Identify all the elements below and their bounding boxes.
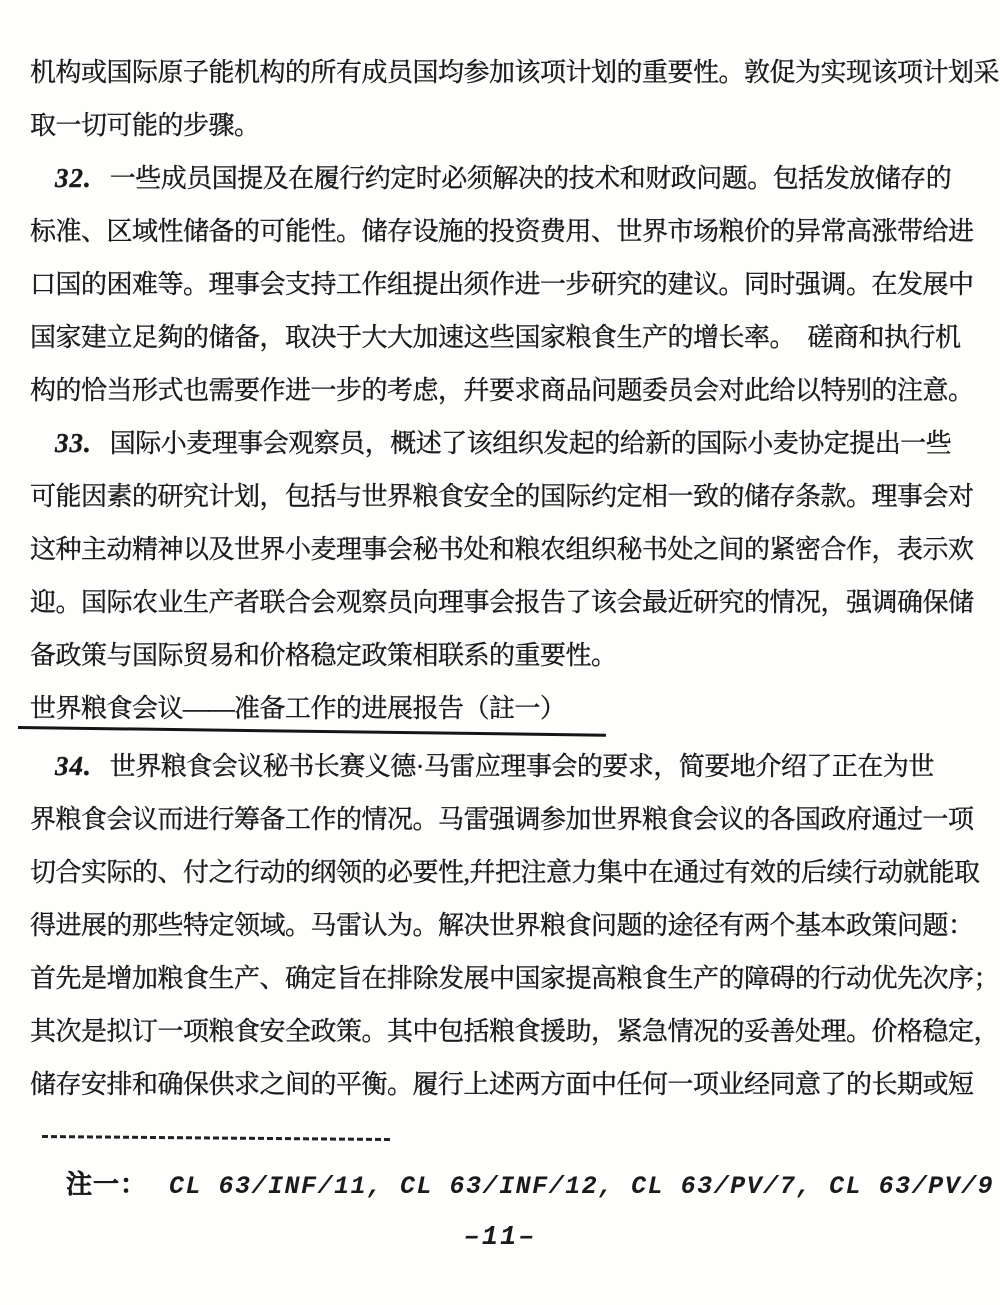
line-text: 首先是增加粮食生产、确定旨在排除发展中国家提高粮食生产的障碍的行动优先次序； [30,964,1000,993]
section-heading [30,682,970,740]
text-line [30,99,970,152]
text-line [30,1005,1000,1058]
text-line [30,417,970,470]
line-text: 可能因素的研究计划，包括与世界粮食安全的国际约定相一致的储存条款。理事会对 [30,482,974,511]
line-text: 界粮食会议而进行筹备工作的情况。马雷强调参加世界粮食会议的各国政府通过一项 [30,805,974,834]
text-line [30,846,980,899]
line-text: 取一切可能的步骤。 [30,111,260,140]
line-text: 机构或国际原子能机构的所有成员国均参加该项计划的重要性。敦促为实现该项计划采 [30,58,1000,87]
text-line [30,629,970,682]
text-line [30,470,974,523]
line-text: 国际小麦理事会观察员，概述了该组织发起的给新的国际小麦协定提出一些 [109,429,952,458]
line-text: 构的恰当形式也需要作进一步的考虑，幷要求商品问题委员会对此给以特别的注意。 [30,376,974,405]
text-line [30,1058,974,1111]
line-text: 国家建立足夠的储备，取决于大大加速这些国家粮食生产的增长率。 磋商和执行机 [30,323,961,352]
line-text: 口国的困难等。理事会支持工作组提出须作进一步研究的建议。同时强调。在发展中 [30,270,974,299]
line-text: 储存安排和确保供求之间的平衡。履行上述两方面中任何一项业经同意了的长期或短 [30,1070,974,1099]
footnote-label: 注一： [66,1170,148,1199]
line-text: 标准、区域性储备的可能性。储存设施的投资费用、世界市场粮价的异常高涨带给进 [30,217,974,246]
text-line [30,258,974,311]
paragraph-number: 34. [55,751,92,781]
text-line [30,576,974,629]
footnote [30,1164,995,1201]
text-line [30,952,1000,1005]
paragraph-number: 33. [55,428,92,458]
text-line [30,152,970,205]
text-line [30,46,1000,99]
text-line [30,311,970,364]
line-text: 一些成员国提及在履行约定时必须解决的技术和财政问题。包括发放储存的 [109,164,952,193]
footnote-divider [42,1135,390,1141]
line-text: 切合实际的、付之行动的纲领的必要性,幷把注意力集中在通过有效的后续行动就能取 [30,858,980,887]
footnote-references: CL 63/INF/11, CL 63/INF/12, CL 63/PV/7, CL 63/PV/9 [169,1172,995,1201]
text-line [30,793,974,846]
line-text: 得进展的那些特定领域。马雷认为。解决世界粮食问题的途径有两个基本政策问题： [30,911,974,940]
line-text: 这种主动精神以及世界小麦理事会秘书处和粮农组织秘书处之间的紧密合作，表示欢 [30,535,974,564]
paragraph-number: 32. [55,163,92,193]
text-line [30,205,974,258]
text-line [30,740,970,793]
text-line [30,523,974,576]
page-number: –11– [463,1223,537,1253]
heading-text: 世界粮食会议——准备工作的进展报告（註一） [30,694,566,723]
line-text: 世界粮食会议秘书长赛义德·马雷应理事会的要求，简要地介绍了正在为世 [109,752,934,781]
line-text: 其次是拟订一项粮食安全政策。其中包括粮食援助，紧急情况的妥善处理。价格稳定， [30,1017,1000,1046]
text-block [30,46,1000,1111]
line-text: 备政策与国际贸易和价格稳定政策相联系的重要性。 [30,641,617,670]
text-line [30,899,974,952]
heading-underline [18,726,606,737]
text-line [30,364,974,417]
line-text: 迎。国际农业生产者联合会观察员向理事会报告了该会最近研究的情况，强调确保储 [30,588,974,617]
